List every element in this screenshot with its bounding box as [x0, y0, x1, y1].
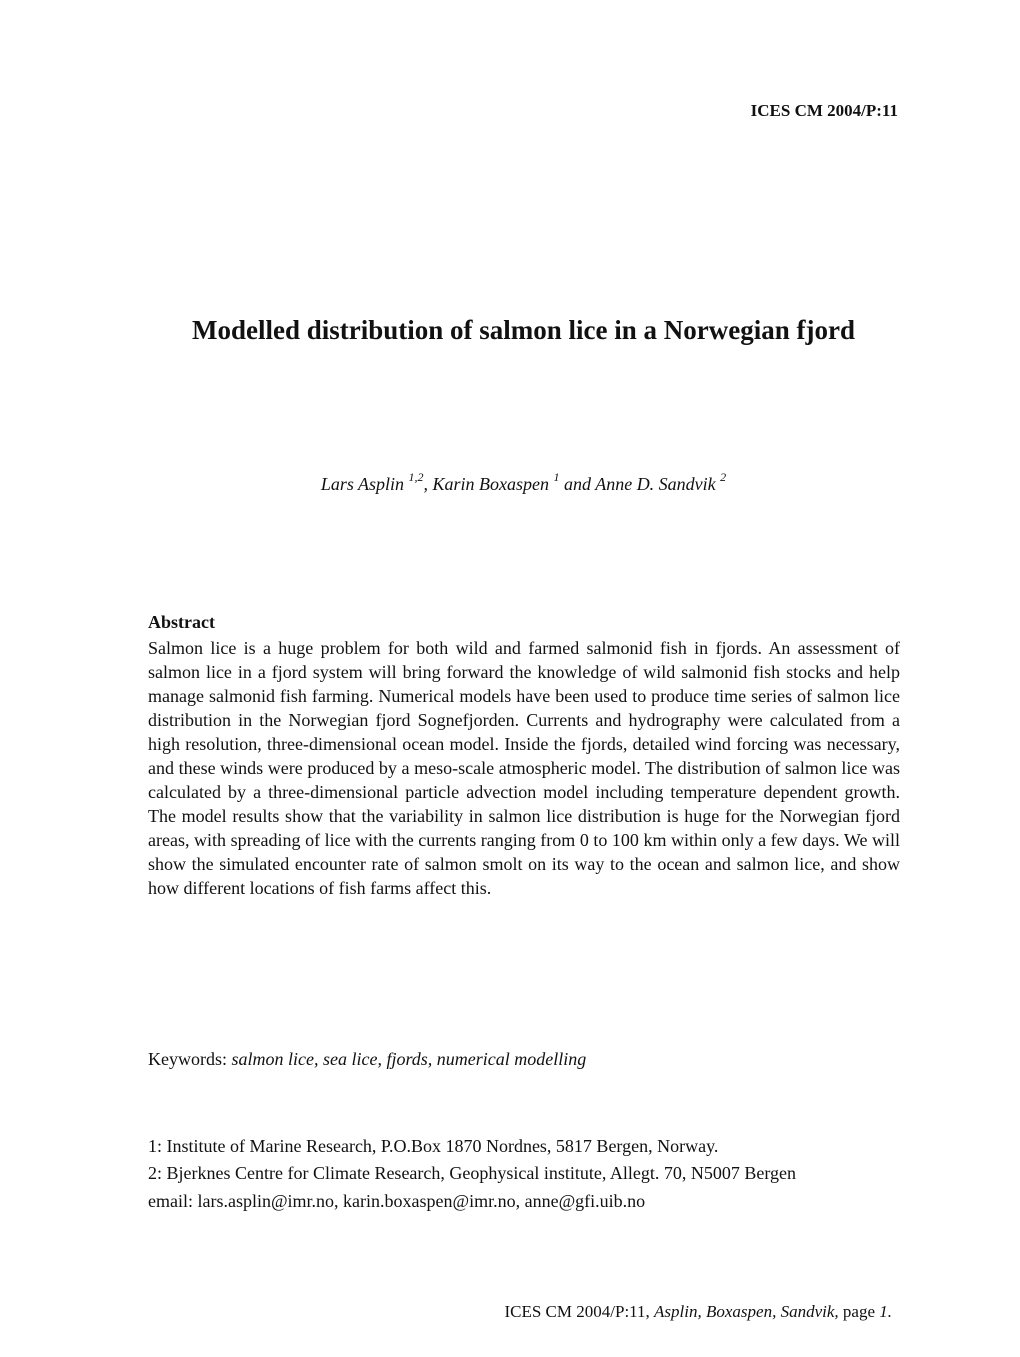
page-footer: [504, 1302, 892, 1322]
author-list: [0, 470, 1020, 495]
author-affiliation-mark: 2: [720, 470, 727, 484]
author-name: Anne D. Sandvik: [595, 474, 716, 494]
document-reference: ICES CM 2004/P:11: [750, 101, 898, 120]
abstract-body: Salmon lice is a huge problem for both wild and farmed salmonid fish in fjords. An assessment of salmon lice in a fjord system will bring forward the knowledge of wild salmonid fish stocks and help manage salmonid fish farming. Numerical models have been used to produce time series of salmon lice distribution in the Norwegian fjord Sognefjorden. Currents and hydrography were calculated from a high resolution, three-dimensional ocean model. Inside the fjords, detailed wind forcing was necessary, and these winds were produced by a meso-scale atmospheric model. The distribution of salmon lice was calculated by a three-dimensional particle advection model including temperature dependent growth. The model results show that the variability in salmon lice distribution is huge for the Norwegian fjord areas, with spreading of lice with the currents ranging from 0 to 100 km within only a few days. We will show the simulated encounter rate of salmon smolt on its way to the ocean and salmon lice, and show how different locations of fish farms affect this.: [148, 638, 900, 898]
abstract-heading: Abstract: [148, 612, 215, 632]
author-separator: and: [559, 474, 596, 494]
footer-page-number: 1.: [879, 1302, 892, 1321]
keywords-label: Keywords:: [148, 1049, 232, 1069]
author-affiliation-mark: 1: [553, 470, 560, 484]
document-title: Modelled distribution of salmon lice in a Norwegian fjord: [192, 315, 855, 345]
author-name: Lars Asplin: [320, 474, 405, 494]
keywords-values: salmon lice, sea lice, fjords, numerical modelling: [231, 1049, 587, 1069]
affiliation-2: 2: Bjerknes Centre for Climate Research, Geophysical institute, Allegt. 70, N5007 Bergen: [148, 1163, 797, 1183]
contact-emails: email: lars.asplin@imr.no, karin.boxaspen@imr.no, anne@gfi.uib.no: [148, 1191, 646, 1211]
footer-page-label: page: [838, 1302, 880, 1321]
keywords-line: [148, 1049, 586, 1070]
footer-authors: Asplin, Boxaspen, Sandvik,: [654, 1302, 839, 1321]
footer-reference: ICES CM 2004/P:11,: [504, 1302, 655, 1321]
affiliation-1: 1: Institute of Marine Research, P.O.Box 1870 Nordnes, 5817 Bergen, Norway.: [148, 1136, 719, 1156]
author-affiliation-mark: 1,2: [408, 470, 424, 484]
author-name: Karin Boxaspen: [432, 474, 550, 494]
author-separator: ,: [423, 474, 433, 494]
